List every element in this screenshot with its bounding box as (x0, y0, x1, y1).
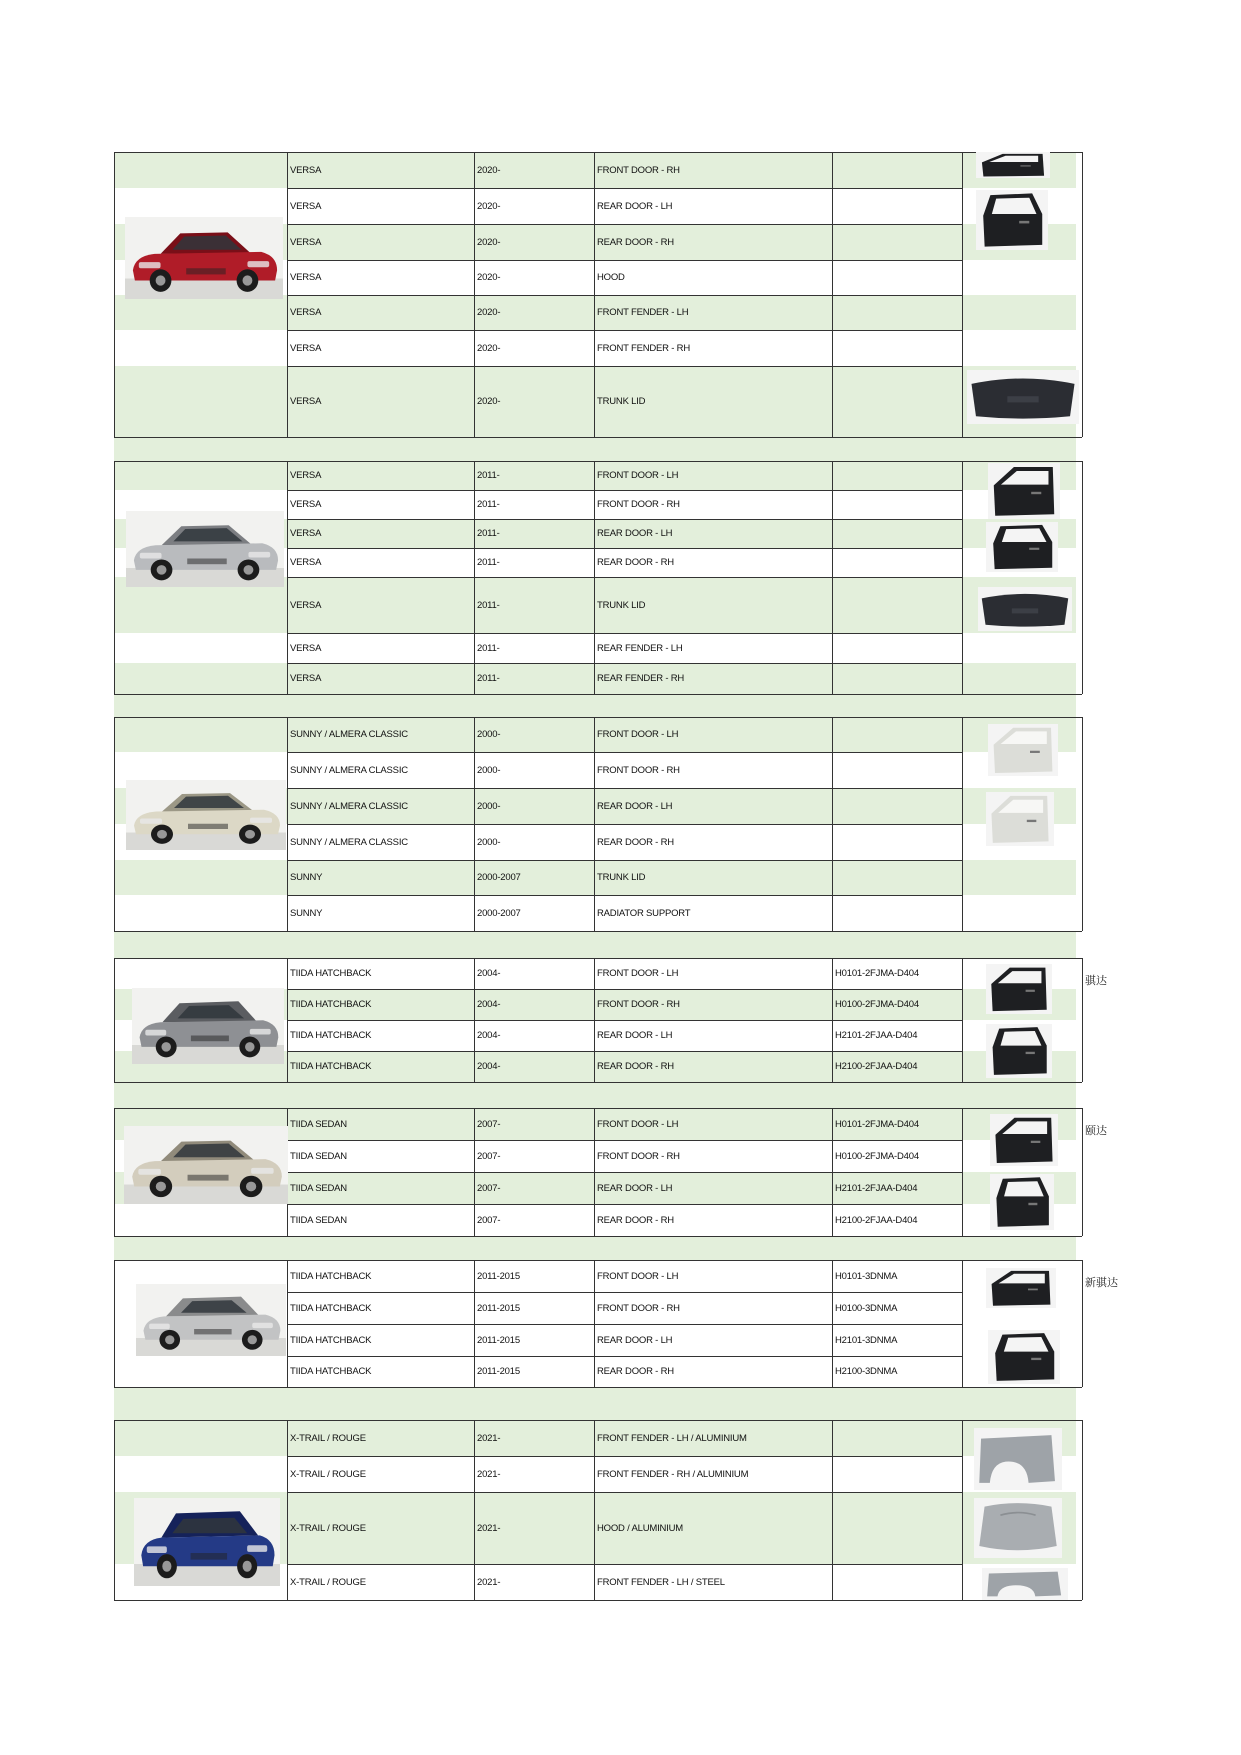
fender-part-image (982, 1568, 1068, 1600)
beige-sedan-car-image (124, 1126, 288, 1204)
cell-part: FRONT DOOR - RH (597, 164, 680, 176)
block-separator (114, 1387, 1076, 1420)
cell-code: H2100-2FJAA-D404 (835, 1061, 918, 1072)
block-separator (114, 931, 1076, 958)
cell-year: 2011- (477, 642, 500, 654)
cell-part: REAR DOOR - LH (597, 528, 673, 539)
grid-line (1082, 1420, 1083, 1600)
grid-line (1082, 1108, 1083, 1236)
cell-code (832, 752, 962, 788)
cell-code: H2100-3DNMA (835, 1366, 898, 1377)
cell-code (832, 860, 962, 895)
cell-year: 2020- (477, 236, 501, 248)
cell-model: VERSA (290, 307, 322, 318)
cell-part: REAR DOOR - RH (597, 1366, 674, 1377)
cell-model: TIIDA HATCHBACK (290, 1334, 372, 1346)
cell-year: 2011- (477, 557, 500, 568)
cell-code: H2101-3DNMA (835, 1334, 898, 1346)
cell-year: 2011- (477, 673, 500, 684)
cell-code (832, 1420, 962, 1456)
grid-line (962, 717, 963, 931)
cell-model: X-TRAIL / ROUGE (290, 1576, 366, 1588)
grid-line (114, 1420, 115, 1600)
cell-part: FRONT FENDER - LH / STEEL (597, 1576, 725, 1588)
cell-model: TIIDA SEDAN (290, 1182, 347, 1194)
cell-code: H0101-2FJMA-D404 (835, 1118, 919, 1130)
block-separator (114, 694, 1076, 717)
cell-part: REAR DOOR - LH (597, 1334, 673, 1346)
block-separator (114, 437, 1076, 461)
cell-part: REAR DOOR - RH (597, 557, 674, 568)
cell-year: 2007- (477, 1182, 501, 1194)
cell-code (832, 788, 962, 824)
cell-year: 2020- (477, 396, 501, 407)
cell-year: 2004- (477, 1030, 501, 1041)
model-note-zh: 骐达 (1085, 974, 1107, 987)
grid-line (114, 461, 115, 694)
trunk-lid-part-image (967, 370, 1079, 424)
cell-model: VERSA (290, 164, 322, 176)
cell-year: 2021- (477, 1468, 501, 1480)
cell-model: TIIDA SEDAN (290, 1214, 347, 1226)
aluminium-hood-part-image (974, 1498, 1062, 1558)
cell-model: VERSA (290, 499, 322, 510)
grid-line (1082, 1260, 1083, 1387)
cell-year: 2000-2007 (477, 907, 521, 919)
cell-model: VERSA (290, 396, 322, 407)
cell-year: 2011-2015 (477, 1270, 520, 1282)
cell-model: VERSA (290, 470, 322, 481)
cell-year: 2020- (477, 200, 501, 212)
cell-part: REAR FENDER - LH (597, 642, 683, 654)
cell-model: SUNNY / ALMERA CLASSIC (290, 764, 408, 776)
rear-door-part-image (976, 190, 1048, 250)
cell-model: TIIDA SEDAN (290, 1118, 347, 1130)
cell-model: X-TRAIL / ROUGE (290, 1432, 366, 1444)
cell-code (832, 519, 962, 548)
cell-part: FRONT DOOR - LH (597, 968, 679, 979)
cell-code (832, 663, 962, 694)
cell-year: 2020- (477, 342, 501, 354)
cell-code (832, 1456, 962, 1492)
cell-year: 2021- (477, 1522, 501, 1534)
cell-part: REAR DOOR - LH (597, 200, 673, 212)
rear-door-part-image (988, 1330, 1060, 1384)
rear-door-part-image (990, 1174, 1054, 1230)
red-sedan-car-image (125, 217, 283, 299)
grid-line (962, 1420, 963, 1600)
trunk-lid-part-image (978, 587, 1072, 631)
cell-year: 2004- (477, 1061, 501, 1072)
cell-part: FRONT FENDER - RH (597, 342, 691, 354)
grey-hatchback-car-image (132, 988, 284, 1064)
cell-model: VERSA (290, 272, 322, 283)
cell-model: SUNNY (290, 872, 323, 883)
cell-code (832, 548, 962, 577)
cell-part: REAR DOOR - LH (597, 800, 673, 812)
cell-model: TIIDA HATCHBACK (290, 1270, 372, 1282)
cell-model: VERSA (290, 236, 322, 248)
cell-year: 2000- (477, 729, 501, 740)
grid-line (114, 1108, 115, 1236)
grid-line (114, 437, 1082, 438)
model-note-zh: 颐达 (1085, 1124, 1107, 1137)
door-part-image (986, 1268, 1056, 1308)
grid-line (114, 958, 115, 1082)
grid-line (114, 1260, 115, 1387)
grid-line (962, 1108, 963, 1236)
cell-year: 2011-2015 (477, 1334, 520, 1346)
cell-code (832, 824, 962, 860)
cell-model: TIIDA HATCHBACK (290, 1061, 372, 1072)
grid-line (1082, 461, 1083, 694)
cell-part: RADIATOR SUPPORT (597, 907, 691, 919)
cell-year: 2011-2015 (477, 1366, 520, 1377)
aluminium-fender-part-image (974, 1428, 1062, 1490)
cell-year: 2020- (477, 164, 501, 176)
cell-year: 2020- (477, 307, 501, 318)
grid-line (1082, 717, 1083, 931)
grid-line (962, 958, 963, 1082)
cell-year: 2000- (477, 836, 501, 848)
grid-line (114, 1600, 1082, 1601)
grid-line (114, 152, 115, 437)
grid-line (1082, 152, 1083, 437)
grid-line (1082, 958, 1083, 1082)
cell-year: 2007- (477, 1150, 501, 1162)
cell-part: TRUNK LID (597, 599, 646, 611)
cell-year: 2021- (477, 1576, 501, 1588)
rear-door-part-image (986, 522, 1058, 572)
cell-part: FRONT DOOR - RH (597, 499, 680, 510)
grid-line (114, 931, 1082, 932)
door-part-image (990, 1114, 1058, 1166)
cell-code (832, 330, 962, 366)
cell-part: TRUNK LID (597, 872, 646, 883)
grid-line (114, 694, 1082, 695)
block-separator (114, 1236, 1076, 1260)
cell-part: FRONT DOOR - LH (597, 470, 679, 481)
cell-part: REAR DOOR - RH (597, 836, 674, 848)
door-part-image (976, 152, 1050, 178)
cell-part: FRONT DOOR - RH (597, 1302, 680, 1314)
cell-part: TRUNK LID (597, 396, 646, 407)
cell-part: REAR DOOR - RH (597, 1061, 674, 1072)
cell-code (832, 295, 962, 330)
cell-code (832, 260, 962, 295)
cell-code: H0100-3DNMA (835, 1302, 898, 1314)
grid-line (962, 1260, 963, 1387)
grid-line (114, 1387, 1082, 1388)
cell-model: VERSA (290, 673, 322, 684)
cell-model: SUNNY / ALMERA CLASSIC (290, 800, 408, 812)
cell-code: H0101-2FJMA-D404 (835, 968, 919, 979)
cell-model: SUNNY / ALMERA CLASSIC (290, 729, 408, 740)
cell-code (832, 717, 962, 752)
cell-year: 2011- (477, 599, 500, 611)
cell-part: HOOD / ALUMINIUM (597, 1522, 684, 1534)
cell-code (832, 224, 962, 260)
blue-suv-car-image (134, 1498, 280, 1586)
cell-code: H0100-2FJMA-D404 (835, 999, 919, 1010)
cell-code (832, 152, 962, 188)
cell-model: TIIDA HATCHBACK (290, 1302, 372, 1314)
silver-sedan-car-image (126, 511, 284, 587)
grid-line (114, 717, 115, 931)
cell-model: SUNNY (290, 907, 323, 919)
cell-part: REAR FENDER - RH (597, 673, 685, 684)
cell-code (832, 366, 962, 437)
grid-line (962, 152, 963, 437)
cell-model: VERSA (290, 642, 322, 654)
champagne-sedan-car-image (126, 780, 286, 850)
cell-code: H2100-2FJAA-D404 (835, 1214, 918, 1226)
grid-line (962, 461, 963, 694)
cell-code (832, 461, 962, 490)
grid-line (114, 1082, 1082, 1083)
cell-part: FRONT FENDER - RH / ALUMINIUM (597, 1468, 749, 1480)
primed-door-part-image (988, 724, 1058, 776)
cell-code (832, 1564, 962, 1600)
cell-part: REAR DOOR - RH (597, 236, 674, 248)
cell-model: VERSA (290, 528, 322, 539)
cell-model: TIIDA HATCHBACK (290, 1366, 372, 1377)
cell-code (832, 895, 962, 931)
cell-year: 2011- (477, 528, 500, 539)
cell-model: VERSA (290, 200, 322, 212)
cell-year: 2007- (477, 1214, 501, 1226)
cell-model: SUNNY / ALMERA CLASSIC (290, 836, 408, 848)
cell-code: H2101-2FJAA-D404 (835, 1182, 918, 1194)
cell-part: FRONT DOOR - RH (597, 999, 680, 1010)
cell-part: HOOD (597, 272, 625, 283)
door-part-image (986, 964, 1052, 1014)
door-part-image (988, 463, 1060, 519)
cell-part: FRONT DOOR - LH (597, 729, 679, 740)
cell-year: 2000- (477, 800, 501, 812)
cell-code (832, 490, 962, 519)
cell-model: VERSA (290, 342, 322, 354)
cell-year: 2004- (477, 999, 501, 1010)
cell-model: VERSA (290, 557, 322, 568)
cell-part: REAR DOOR - LH (597, 1030, 673, 1041)
cell-year: 2000- (477, 764, 501, 776)
cell-part: FRONT FENDER - LH (597, 307, 689, 318)
cell-year: 2020- (477, 272, 501, 283)
cell-year: 2004- (477, 968, 501, 979)
cell-year: 2000-2007 (477, 872, 521, 883)
cell-model: VERSA (290, 599, 322, 611)
cell-year: 2021- (477, 1432, 501, 1444)
rear-door-part-image (986, 1024, 1052, 1078)
cell-model: TIIDA HATCHBACK (290, 999, 372, 1010)
cell-code: H0101-3DNMA (835, 1270, 898, 1282)
cell-part: FRONT DOOR - LH (597, 1270, 679, 1282)
model-note-zh: 新骐达 (1085, 1276, 1118, 1289)
cell-year: 2011-2015 (477, 1302, 520, 1314)
cell-part: FRONT FENDER - LH / ALUMINIUM (597, 1432, 747, 1444)
cell-model: X-TRAIL / ROUGE (290, 1522, 366, 1534)
cell-part: FRONT DOOR - RH (597, 764, 680, 776)
cell-model: TIIDA HATCHBACK (290, 1030, 372, 1041)
grid-line (114, 1236, 1082, 1237)
cell-model: TIIDA SEDAN (290, 1150, 347, 1162)
primed-door-part-image (986, 792, 1054, 846)
cell-code (832, 188, 962, 224)
block-separator (114, 1082, 1076, 1108)
cell-year: 2011- (477, 470, 500, 481)
cell-code (832, 633, 962, 663)
cell-part: FRONT DOOR - RH (597, 1150, 680, 1162)
cell-part: REAR DOOR - LH (597, 1182, 673, 1194)
cell-part: FRONT DOOR - LH (597, 1118, 679, 1130)
silver-hatchback-car-image (136, 1284, 286, 1356)
cell-code: H2101-2FJAA-D404 (835, 1030, 918, 1041)
cell-model: TIIDA HATCHBACK (290, 968, 372, 979)
cell-part: REAR DOOR - RH (597, 1214, 674, 1226)
cell-code (832, 1492, 962, 1564)
cell-code (832, 577, 962, 633)
cell-code: H0100-2FJMA-D404 (835, 1150, 919, 1162)
cell-year: 2011- (477, 499, 500, 510)
cell-model: X-TRAIL / ROUGE (290, 1468, 366, 1480)
cell-year: 2007- (477, 1118, 501, 1130)
